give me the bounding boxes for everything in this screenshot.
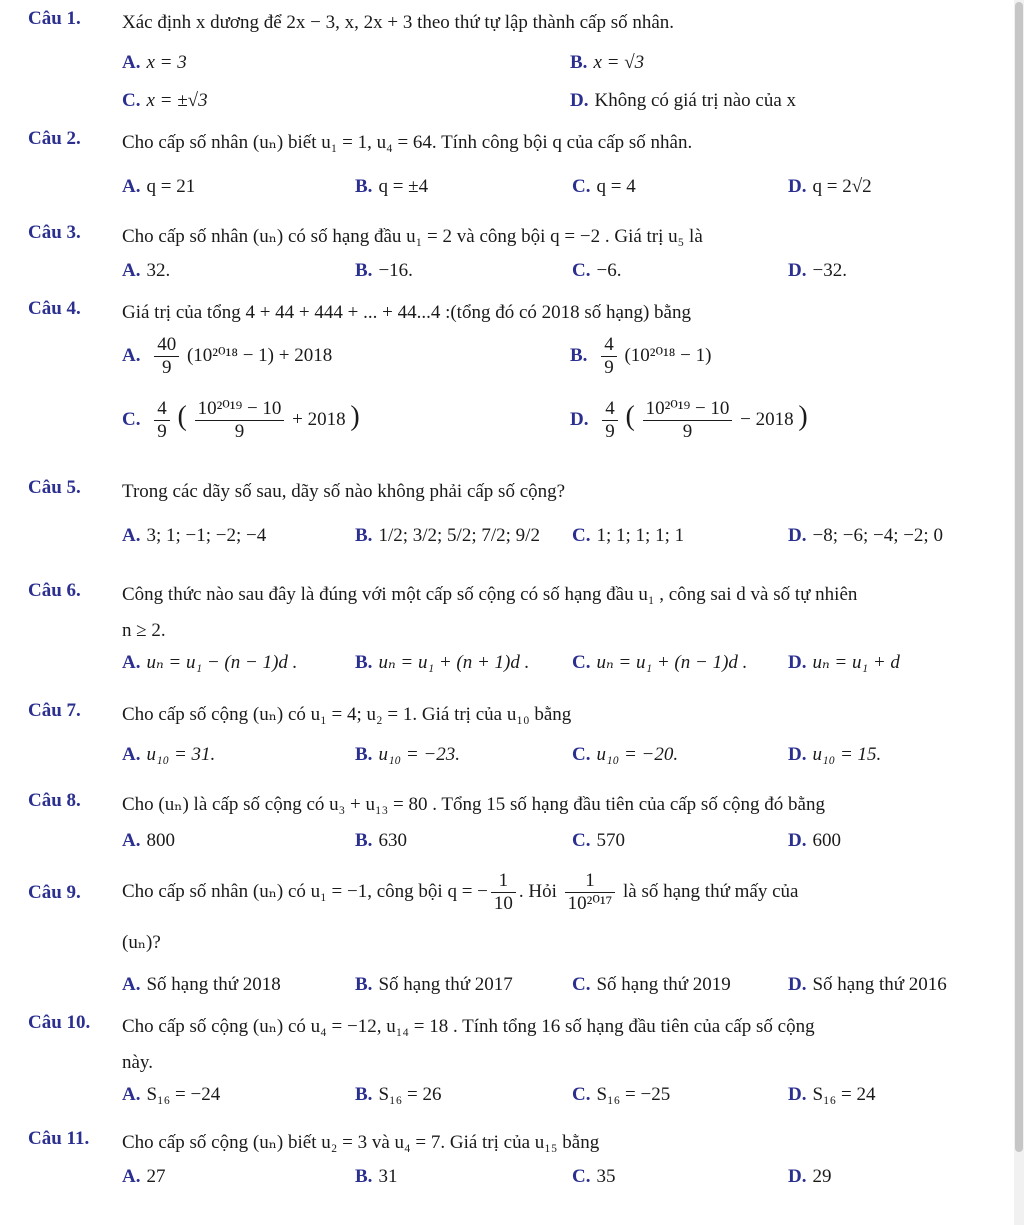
option-text: − 2018 xyxy=(740,408,794,430)
option-label: B. xyxy=(355,1166,373,1187)
option-text: Số hạng thứ 2019 xyxy=(596,974,731,995)
question-text-continued: n ≥ 2. xyxy=(122,620,166,641)
fraction-denominator: 10 xyxy=(493,893,513,914)
option-c xyxy=(572,523,684,549)
option-label: A. xyxy=(122,344,141,366)
option-label: C. xyxy=(572,652,591,673)
option-c xyxy=(122,88,208,114)
option-text: S₁₆ = 26 xyxy=(378,1084,442,1105)
question-text: Cho cấp số nhân (uₙ) có số hạng đầu u₁ = 2 và công bội q = −2 . Giá trị u₅ là xyxy=(122,226,703,247)
question-text-part: . Hỏi xyxy=(518,880,557,902)
option-c xyxy=(572,258,621,284)
option-text: S₁₆ = −25 xyxy=(596,1084,671,1105)
option-c xyxy=(572,828,625,854)
question-text: Giá trị của tổng 4 + 44 + 444 + ... + 44...4 :(tổng đó có 2018 số hạng) bằng xyxy=(122,302,691,323)
option-b xyxy=(355,258,413,284)
option-d xyxy=(788,972,947,998)
option-text: 1; 1; 1; 1; 1 xyxy=(596,525,685,546)
fraction-numerator: 1 xyxy=(491,870,516,893)
option-text: S₁₆ = −24 xyxy=(146,1084,221,1105)
option-text: 800 xyxy=(146,830,175,851)
question-text: Cho cấp số nhân (uₙ) biết u₁ = 1, u₄ = 64. Tính công bội q của cấp số nhân. xyxy=(122,132,693,153)
option-label: A. xyxy=(122,52,141,73)
question-number: Câu 7. xyxy=(28,700,81,721)
question-number: Câu 1. xyxy=(28,8,81,29)
option-a xyxy=(122,523,266,549)
question-text: Cho (uₙ) là cấp số cộng có u₃ + u₁₃ = 80 . Tổng 15 số hạng đầu tiên của cấp số cộng đó bằng xyxy=(122,794,825,815)
question-text: Cho cấp số cộng (uₙ) biết u₂ = 3 và u₄ = 7. Giá trị của u₁₅ bằng xyxy=(122,1132,600,1153)
option-label: B. xyxy=(355,525,373,546)
option-label: D. xyxy=(788,652,807,673)
question-number: Câu 11. xyxy=(28,1128,90,1149)
option-d xyxy=(788,523,943,549)
option-label: B. xyxy=(355,974,373,995)
option-d xyxy=(570,398,808,443)
option-b xyxy=(355,972,513,998)
option-a xyxy=(122,334,332,379)
option-label: D. xyxy=(788,525,807,546)
question-number: Câu 6. xyxy=(28,580,81,601)
option-label: D. xyxy=(570,90,589,111)
fraction-numerator: 4 xyxy=(601,334,617,357)
option-text: q = 4 xyxy=(596,176,636,197)
fraction-numerator: 4 xyxy=(602,398,618,421)
question-text: Cho cấp số cộng (uₙ) có u₁ = 4; u₂ = 1. Giá trị của u₁₀ bằng xyxy=(122,704,572,725)
fraction xyxy=(154,334,179,379)
option-text: Số hạng thứ 2018 xyxy=(146,974,281,995)
fraction-numerator: 40 xyxy=(154,334,179,357)
option-b xyxy=(570,334,711,379)
option-d xyxy=(788,828,841,854)
question-number: Câu 10. xyxy=(28,1012,91,1033)
option-label: A. xyxy=(122,830,141,851)
option-text: Không có giá trị nào của x xyxy=(594,90,797,111)
option-c xyxy=(572,972,731,998)
option-c xyxy=(572,174,636,200)
fraction-denominator: 9 xyxy=(605,421,615,442)
option-text: uₙ = u₁ + (n + 1)d . xyxy=(378,652,530,673)
scrollbar-thumb[interactable] xyxy=(1015,2,1023,1152)
option-c xyxy=(572,1082,670,1108)
option-b xyxy=(355,650,529,676)
option-a xyxy=(122,742,215,768)
option-label: C. xyxy=(572,260,591,281)
fraction-numerator: 1 xyxy=(565,870,616,893)
option-a xyxy=(122,1164,165,1190)
option-a xyxy=(122,972,281,998)
option-d xyxy=(788,742,881,768)
option-label: C. xyxy=(572,176,591,197)
fraction xyxy=(601,334,617,379)
left-paren: ( xyxy=(177,400,187,432)
option-label: B. xyxy=(355,830,373,851)
option-text: q = 21 xyxy=(146,176,196,197)
option-label: C. xyxy=(572,1166,591,1187)
fraction xyxy=(565,870,616,915)
option-d xyxy=(788,1082,876,1108)
option-label: D. xyxy=(788,176,807,197)
option-b xyxy=(355,742,460,768)
fraction-numerator: 4 xyxy=(154,398,170,421)
option-text: 32. xyxy=(146,260,171,281)
fraction-denominator: 10²⁰¹⁷ xyxy=(567,893,613,914)
option-b xyxy=(355,523,540,549)
option-a xyxy=(122,258,170,284)
option-label: D. xyxy=(788,260,807,281)
option-text: Số hạng thứ 2016 xyxy=(812,974,947,995)
option-b xyxy=(355,174,428,200)
question-text-part: Cho cấp số nhân (uₙ) có u₁ = −1, công bội q = − xyxy=(122,880,488,902)
option-text: 35 xyxy=(596,1166,616,1187)
option-text: x = √3 xyxy=(593,52,645,73)
option-label: C. xyxy=(122,90,141,111)
fraction-denominator: 9 xyxy=(161,357,172,378)
option-text: 31 xyxy=(378,1166,398,1187)
question-number: Câu 9. xyxy=(28,882,81,903)
fraction xyxy=(195,398,285,443)
option-text: Số hạng thứ 2017 xyxy=(378,974,513,995)
option-a xyxy=(122,650,297,676)
option-c xyxy=(122,398,360,443)
right-paren: ) xyxy=(798,400,808,432)
option-label: B. xyxy=(355,260,373,281)
option-label: C. xyxy=(122,408,141,430)
option-text: x = ±√3 xyxy=(146,90,208,111)
option-label: A. xyxy=(122,525,141,546)
option-text: 27 xyxy=(146,1166,166,1187)
option-text: 630 xyxy=(378,830,407,851)
option-label: D. xyxy=(788,830,807,851)
question-text: Công thức nào sau đây là đúng với một cấp số cộng có số hạng đầu u₁ , công sai d và số tự nhiên xyxy=(122,584,858,605)
fraction-numerator: 10²⁰¹⁹ − 10 xyxy=(195,398,285,421)
option-b xyxy=(570,50,644,76)
option-text: 3; 1; −1; −2; −4 xyxy=(146,525,267,546)
option-label: A. xyxy=(122,744,141,765)
option-b xyxy=(355,1164,397,1190)
option-c xyxy=(572,650,747,676)
fraction-denominator: 9 xyxy=(682,421,693,442)
question-text: Cho cấp số cộng (uₙ) có u₄ = −12, u₁₄ = 18 . Tính tổng 16 số hạng đầu tiên của cấp số cộng xyxy=(122,1016,815,1037)
fraction xyxy=(643,398,733,443)
option-c xyxy=(572,1164,615,1190)
option-text: uₙ = u₁ + d xyxy=(812,652,900,673)
fraction-denominator: 9 xyxy=(234,421,245,442)
option-d xyxy=(788,1164,831,1190)
option-c xyxy=(572,742,678,768)
question-number: Câu 4. xyxy=(28,298,81,319)
option-label: B. xyxy=(570,52,588,73)
option-label: B. xyxy=(355,176,373,197)
fraction-numerator: 10²⁰¹⁹ − 10 xyxy=(643,398,733,421)
fraction xyxy=(154,398,170,443)
option-a xyxy=(122,1082,220,1108)
option-text: u₁₀ = 31. xyxy=(146,744,216,765)
option-label: B. xyxy=(355,1084,373,1105)
option-label: C. xyxy=(572,744,591,765)
option-text: −8; −6; −4; −2; 0 xyxy=(812,525,943,546)
right-paren: ) xyxy=(350,400,360,432)
option-label: A. xyxy=(122,176,141,197)
option-label: D. xyxy=(788,974,807,995)
option-a xyxy=(122,50,187,76)
option-text: 570 xyxy=(596,830,625,851)
option-label: D. xyxy=(788,744,807,765)
option-text: 1/2; 3/2; 5/2; 7/2; 9/2 xyxy=(378,525,540,546)
question-text xyxy=(122,870,1007,915)
question-text: Xác định x dương để 2x − 3, x, 2x + 3 theo thứ tự lập thành cấp số nhân. xyxy=(122,12,675,33)
option-text: (10²⁰¹⁸ − 1) + 2018 xyxy=(186,344,333,366)
question-number: Câu 5. xyxy=(28,477,81,498)
option-label: C. xyxy=(572,525,591,546)
question-number: Câu 8. xyxy=(28,790,81,811)
option-text: u₁₀ = 15. xyxy=(812,744,882,765)
option-text: x = 3 xyxy=(146,52,187,73)
option-label: A. xyxy=(122,974,141,995)
question-text-continued: (uₙ)? xyxy=(122,932,161,953)
question-number: Câu 3. xyxy=(28,222,81,243)
option-text: q = ±4 xyxy=(378,176,429,197)
option-label: B. xyxy=(355,652,373,673)
option-d xyxy=(788,650,900,676)
question-number: Câu 2. xyxy=(28,128,81,149)
option-label: D. xyxy=(570,408,589,430)
question-text: Trong các dãy số sau, dãy số nào không phải cấp số cộng? xyxy=(122,481,566,502)
option-text: −32. xyxy=(812,260,847,281)
option-text: u₁₀ = −23. xyxy=(378,744,461,765)
fraction xyxy=(491,870,516,915)
option-label: C. xyxy=(572,1084,591,1105)
option-label: A. xyxy=(122,1166,141,1187)
option-label: A. xyxy=(122,652,141,673)
fraction-denominator: 9 xyxy=(157,421,167,442)
option-text: u₁₀ = −20. xyxy=(596,744,679,765)
option-label: B. xyxy=(570,344,588,366)
option-a xyxy=(122,828,175,854)
option-label: D. xyxy=(788,1084,807,1105)
option-text: −6. xyxy=(596,260,622,281)
option-label: D. xyxy=(788,1166,807,1187)
option-text: + 2018 xyxy=(292,408,346,430)
fraction xyxy=(602,398,618,443)
question-text-continued: này. xyxy=(122,1052,153,1073)
option-label: A. xyxy=(122,260,141,281)
option-b xyxy=(355,1082,441,1108)
option-text: −16. xyxy=(378,260,413,281)
option-text: 600 xyxy=(812,830,841,851)
question-text-part: là số hạng thứ mấy của xyxy=(623,880,799,902)
option-label: B. xyxy=(355,744,373,765)
option-d xyxy=(788,258,847,284)
fraction-denominator: 9 xyxy=(604,357,614,378)
option-label: C. xyxy=(572,974,591,995)
option-a xyxy=(122,174,195,200)
option-text: uₙ = u₁ + (n − 1)d . xyxy=(596,652,748,673)
option-label: C. xyxy=(572,830,591,851)
option-text: (10²⁰¹⁸ − 1) xyxy=(624,344,712,366)
option-label: A. xyxy=(122,1084,141,1105)
option-text: 29 xyxy=(812,1166,832,1187)
vertical-scrollbar[interactable] xyxy=(1014,0,1024,1225)
option-b xyxy=(355,828,407,854)
option-text: uₙ = u₁ − (n − 1)d . xyxy=(146,652,298,673)
left-paren: ( xyxy=(625,400,635,432)
option-text: q = 2√2 xyxy=(812,176,872,197)
option-d xyxy=(788,174,872,200)
option-text: S₁₆ = 24 xyxy=(812,1084,876,1105)
option-d xyxy=(570,88,796,114)
